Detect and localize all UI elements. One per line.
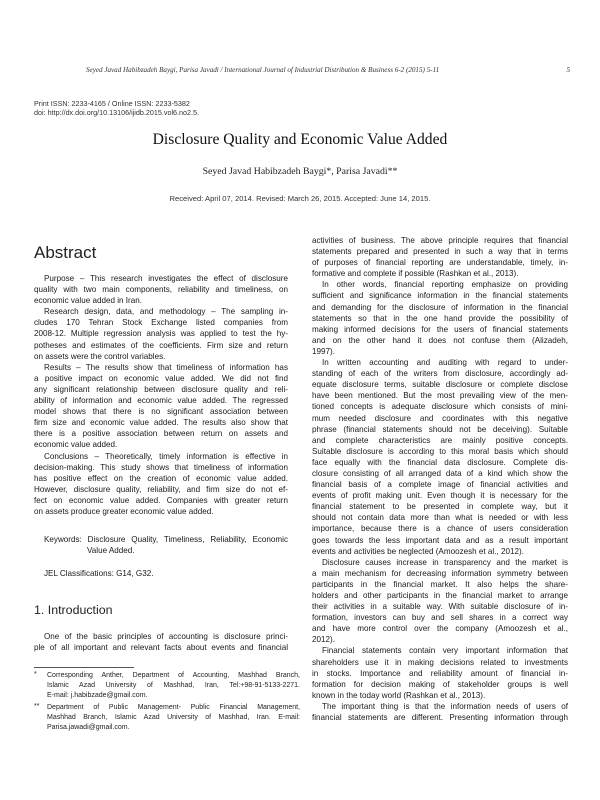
body-line: importance, because there is a chance of users consideration: [312, 524, 568, 534]
body-line: activities of business. The above principle requires that financial: [312, 236, 568, 245]
body-line: shareholders use it in making decisions related to investments: [312, 657, 568, 667]
body-line: 1997).: [312, 346, 335, 356]
introduction-body: [34, 631, 288, 653]
abstract-line: a positive impact on economic value added. We did not find: [34, 373, 288, 383]
body-line: have been mentioned. But the most prevailing view of the men-: [312, 391, 568, 401]
intro-line: ple of all important and relevant facts about events and financial: [34, 643, 288, 653]
body-line: formation for decision making of stakeholder groups is well: [312, 679, 568, 689]
body-line: Financial statements contain very important information that: [322, 646, 568, 656]
jel-block: [34, 568, 288, 579]
abstract-line: any significant relationship between disclosure quality and reli-: [34, 384, 288, 394]
abstract-line: economic value added.: [34, 440, 118, 450]
issn-line: Print ISSN: 2233-4165 / Online ISSN: 2233-5382: [34, 99, 190, 108]
body-line: financial statement to be presented in complete way, but it: [312, 502, 568, 512]
body-line: tioned concepts is adequate disclosure which consists of mini-: [312, 402, 568, 412]
abstract-line: on assets were the control variables.: [34, 351, 166, 361]
results-label: Results: [44, 362, 71, 372]
abstract-line: potheses and estimates of the coefficients. Firm size and return: [34, 340, 288, 350]
body-line: in stocks. Importance and reliability amount of financial in-: [312, 668, 568, 678]
abstract-line: Results – The results show that timeliness of information has: [44, 362, 288, 372]
body-line: a main mechanism for decreasing information symmetry between: [312, 568, 568, 578]
body-line: mum needed disclosure and coordinates with this negative: [312, 413, 568, 423]
conclusions-label: Conclusions: [44, 451, 89, 461]
keywords-block: [34, 534, 288, 556]
abstract-heading: Abstract: [34, 243, 97, 262]
paper-title: Disclosure Quality and Economic Value Added: [152, 131, 448, 148]
abstract-line: on assets produce greater economic value added.: [34, 506, 214, 516]
body-line: their activities in a suitable way. With suitable disclosure of in-: [312, 602, 568, 612]
abstract-line: quality with two main components, reliability and timeliness, on: [34, 285, 288, 295]
keywords-line: Keywords: Disclosure Quality, Timeliness, Reliability, Economic: [44, 535, 288, 544]
intro-line: One of the basic principles of accounting is disclosure princi-: [44, 632, 288, 641]
abstract-line: cludes 170 Tehran Stock Exchange listed companies from: [34, 318, 288, 328]
publication-identifiers: [34, 99, 199, 117]
body-line: and demanding for the disclosure of information in the financial: [312, 302, 568, 312]
author-list: Seyed Javad Habibzadeh Baygi*, Parisa Javadi**: [202, 166, 398, 177]
abstract-line: decision-making. This study shows that timeliness of information: [34, 462, 288, 472]
abstract-line: fect on economic value added. Companies with greater return: [34, 495, 288, 505]
doi-line: doi: http://dx.doi.org/10.13106/ijidb.2015.vol6.no2.5.: [34, 108, 200, 117]
body-line: equate disclosure terms, suitable disclosure or complete disclose: [312, 380, 568, 390]
abstract-line: firm size and economic value added. The results also show that: [34, 418, 288, 428]
body-line: making informed decisions for the users of financial statements: [312, 324, 568, 334]
footnote-1: [34, 671, 300, 703]
footnote-line: Mashhad Branch, Islamic Azad University of Mashhad, Iran. E-mail:: [47, 714, 300, 722]
body-line: of purposes of financial reporting are understandable, timely, in-: [312, 258, 568, 268]
abstract-line: has positive effect on the creation of economic value added.: [34, 473, 288, 483]
abstract-line: economic value added in Iran.: [34, 296, 142, 306]
footnote-2: [34, 703, 300, 735]
body-line: phrase (financial statements should not be deceiving). Suitable: [312, 424, 568, 434]
abstract-line: However, disclosure quality, reliability, and firm size do not ef-: [34, 484, 288, 494]
body-line: known in the today world (Rashkan et al., 2013).: [312, 690, 486, 700]
abstract-line: ability of information and economic value added. The regressed: [34, 396, 288, 406]
body-line: In other words, financial reporting emphasize on providing: [322, 280, 568, 290]
footnote-marker: **: [34, 703, 40, 710]
footnote-marker: *: [34, 671, 37, 678]
body-right-column: [312, 235, 568, 723]
footnote-line: Corresponding Anther, Department of Accounting, Mashhad Branch,: [47, 672, 300, 679]
keywords-line: Value Added.: [87, 546, 135, 556]
body-line: goes towards the less important data and as a result important: [312, 535, 568, 545]
body-line: The important thing is that the information needs of users of: [322, 701, 568, 711]
body-line: sufficient and significance information in the financial statements: [312, 291, 568, 301]
body-line: financial statements are different. Presenting information through: [312, 713, 568, 723]
body-line: participants in the financial market. It also helps the share-: [312, 579, 568, 589]
abstract-line: Purpose – This research investigates the effect of disclosure: [44, 274, 288, 283]
body-line: events and activities be neglected (Amoozesh et al., 2012).: [312, 546, 524, 556]
body-line: events of profit making unit. Even though it is necessary for the: [312, 491, 568, 501]
introduction-heading: 1. Introduction: [34, 603, 113, 617]
design-label: Research design, data, and methodology: [44, 307, 206, 317]
abstract-line: 2008-12. Multiple regression analysis was applied to test the hy-: [34, 329, 288, 339]
body-line: face equally with the financial data disclosure. Complete dis-: [312, 457, 568, 467]
abstract-line: Research design, data, and methodology – The sampling in-: [44, 307, 288, 317]
abstract-line: model shows that there is no significant association between: [34, 407, 288, 417]
body-line: statements prepared and presented in such a way that in terms: [312, 247, 568, 257]
page-number: 5: [566, 66, 570, 74]
body-line: should not contain data more than what is needed or with less: [312, 513, 568, 523]
body-line: Disclosure causes increase in transparency and the market is: [322, 557, 568, 567]
submission-dates: Received: April 07, 2014. Revised: March 26, 2015. Accepted: June 14, 2015.: [169, 194, 431, 203]
footnote-line: Department of Public Management- Public Financial Management,: [47, 704, 300, 711]
abstract-line: there is a positive association between return on assets and: [34, 429, 288, 439]
running-head-text: Seyed Javad Habibzadeh Baygi, Parisa Javadi / International Journal of Industrial Distribution & Business 6-2 (2015) 5-11: [86, 66, 440, 74]
body-line: and have more control over the company (Amoozesh et al.,: [312, 624, 568, 634]
body-line: standing of each of the writers from disclosure, accordingly ad-: [312, 369, 568, 379]
jel-label: JEL Classifications:: [44, 569, 114, 578]
footnote-line: E-mail: j.habibzade@gmail.com.: [47, 692, 148, 700]
body-line: formation, investors can buy and sell shares in a correct way: [312, 613, 568, 623]
footnote-line: Islamic Azad University of Mashhad, Iran, Tel:+98-91-5133-2271.: [47, 682, 300, 690]
body-line: closure consisting of all arranged data of a kind which show the: [312, 468, 568, 478]
body-line: holders and other participants in the financial market to arrange: [312, 591, 568, 600]
jel-line: JEL Classifications: G14, G32.: [44, 569, 154, 578]
body-line: formative and complete if possible (Rashkan et al., 2013).: [312, 269, 519, 279]
body-line: and complete characteristics are mainly positive concepts.: [312, 435, 568, 445]
body-line: and on the other hand it does not confuse them (Alizadeh,: [312, 335, 568, 345]
body-line: Suitable disclosure is according to this moral basis which should: [312, 446, 568, 456]
footnote-divider: [34, 667, 134, 668]
body-line: financial basis of a complete image of financial activities and: [312, 480, 568, 490]
abstract-line: Conclusions – Theoretically, timely information is effective in: [44, 451, 288, 461]
abstract-body: [34, 273, 288, 517]
body-line: 2012).: [312, 635, 335, 645]
keywords-label: Keywords:: [44, 535, 82, 544]
purpose-label: Purpose: [44, 274, 75, 283]
body-line: In written accounting and auditing with regard to under-: [322, 358, 568, 368]
body-line: statements so that in the one hand provide the possibility of: [312, 313, 568, 323]
footnote-line: Parisa.jawadi@gmail.com.: [47, 724, 130, 732]
